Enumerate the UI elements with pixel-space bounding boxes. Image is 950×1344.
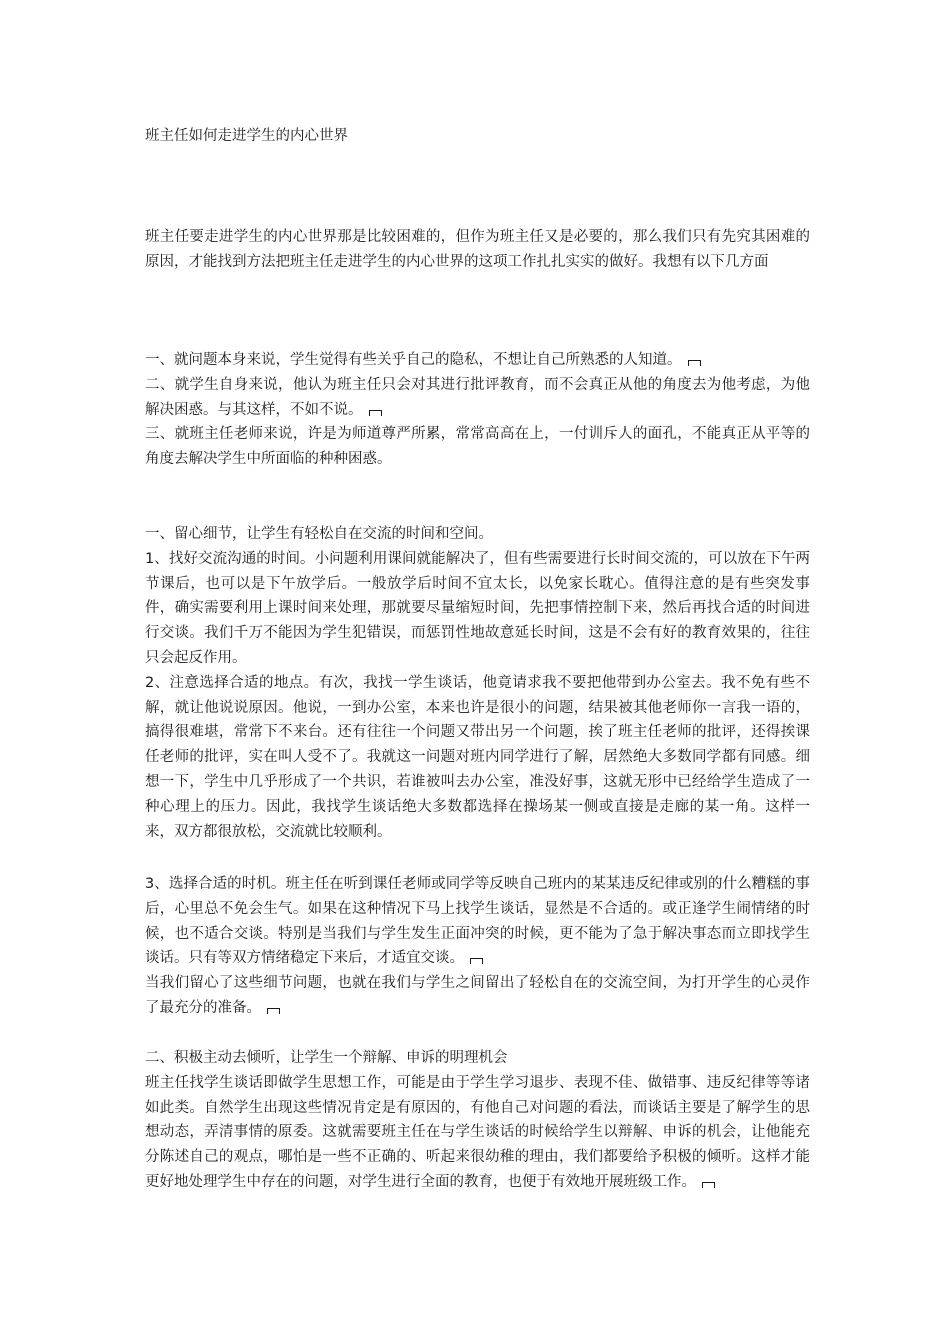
- problem-text: 二、就学生自身来说，他认为班主任只会对其进行批评教育，而不会真正从他的角度去为他考虑，为他解决困惑。与其这样，不如不说。: [145, 376, 810, 418]
- section-two: [145, 1046, 810, 1195]
- section-one-heading: 一、留心细节，让学生有轻松自在交流的时间和空间。: [145, 526, 493, 542]
- section-one-paragraph-3: [145, 872, 810, 971]
- paragraph-mark-icon: [688, 360, 701, 366]
- intro-paragraph: [145, 225, 810, 275]
- section-two-heading: 二、积极主动去倾听，让学生一个辩解、申诉的明理机会: [145, 1050, 508, 1066]
- paragraph-mark-icon: [267, 1008, 280, 1014]
- section-one: [145, 522, 810, 844]
- paragraph-3-text: 3、选择合适的时机。班主任在听到课任老师或同学等反映自己班内的某某违反纪律或别的什么糟糕的事后，心里总不免会生气。如果在这种情况下马上找学生谈话，显然是不合适的。或正逢学生闹情绪的时候，也不适合交谈。特别是当我们与学生发生正面冲突的时候，更不能为了急于解决事态而立即找学生谈话。只有等双方情绪稳定下来后，才适宜交谈。: [145, 876, 810, 967]
- problem-item: [145, 373, 810, 423]
- paragraph-mark-icon: [369, 410, 382, 416]
- problem-text: 一、就问题本身来说，学生觉得有些关乎自己的隐私，不想让自己所熟悉的人知道。: [145, 352, 682, 368]
- section-one-continued: [145, 872, 810, 1021]
- section-two-text: 班主任找学生谈话即做学生思想工作，可能是由于学生学习退步、表现不佳、做错事、违反纪律等等诸如此类。自然学生出现这些情况肯定是有原因的，有他自己对问题的看法，而谈话主要是了解学生的思想动态，弄清事情的原委。这就需要班主任在与学生谈话的时候给学生以辩解、申诉的机会，让他能充分陈述自己的观点，哪怕是一些不正确的、听起来很幼稚的理由，我们都要给予积极的倾听。这样才能更好地处理学生中存在的问题，对学生进行全面的教育，也便于有效地开展班级工作。: [145, 1074, 810, 1190]
- problem-item: [145, 348, 810, 373]
- document-title: 班主任如何走进学生的内心世界: [145, 128, 348, 144]
- problem-text: 三、就班主任老师来说，许是为师道尊严所累，常常高高在上，一付训斥人的面孔，不能真正从平等的角度去解决学生中所面临的种种困惑。: [145, 426, 810, 468]
- section-one-paragraph-2: 2、注意选择合适的地点。有次，我找一学生谈话，他竟请求我不要把他带到办公室去。我不免有些不解，就让他说说原因。他说，一到办公室，本来也许是很小的问题，结果被其他老师你一言我一语的，搞得很难堪，常常下不来台。还有往往一个问题又带出另一个问题，挨了班主任老师的批评，还得挨课任老师的批评，实在叫人受不了。我就这一问题对班内同学进行了解，居然绝大多数同学都有同感。细想一下，学生中几乎形成了一个共识，若谁被叫去办公室，准没好事，这就无形中已经给学生造成了一种心理上的压力。因此，我找学生谈话绝大多数都选择在操场某一侧或直接是走廊的某一角。这样一来，双方都很放松，交流就比较顺利。: [145, 674, 810, 840]
- paragraph-mark-icon: [702, 1182, 715, 1188]
- problem-item: [145, 422, 810, 472]
- paragraph-mark-icon: [470, 958, 483, 964]
- section-one-paragraph-1: 1、找好交流沟通的时间。小问题利用课间就能解决了，但有些需要进行长时间交流的，可以放在下午两节课后，也可以是下午放学后。一般放学后时间不宜太长，以免家长耽心。值得注意的是有些突发事件，确实需要利用上课时间来处理，那就要尽量缩短时间，先把事情控制下来，然后再找合适的时间进行交谈。我们千万不能因为学生犯错误，而惩罚性地故意延长时间，这是不会有好的教育效果的，往往只会起反作用。: [145, 550, 810, 666]
- section-one-summary: [145, 971, 810, 1021]
- intro-text: 班主任要走进学生的内心世界那是比较困难的，但作为班主任又是必要的，那么我们只有先究其困难的原因，才能找到方法把班主任走进学生的内心世界的这项工作扎扎实实的做好。我想有以下几方面: [145, 229, 810, 270]
- section-two-paragraph-1: [145, 1071, 810, 1195]
- summary-text: 当我们留心了这些细节问题，也就在我们与学生之间留出了轻松自在的交流空间，为打开学生的心灵作了最充分的准备。: [145, 975, 810, 1016]
- problems-list: [145, 348, 810, 472]
